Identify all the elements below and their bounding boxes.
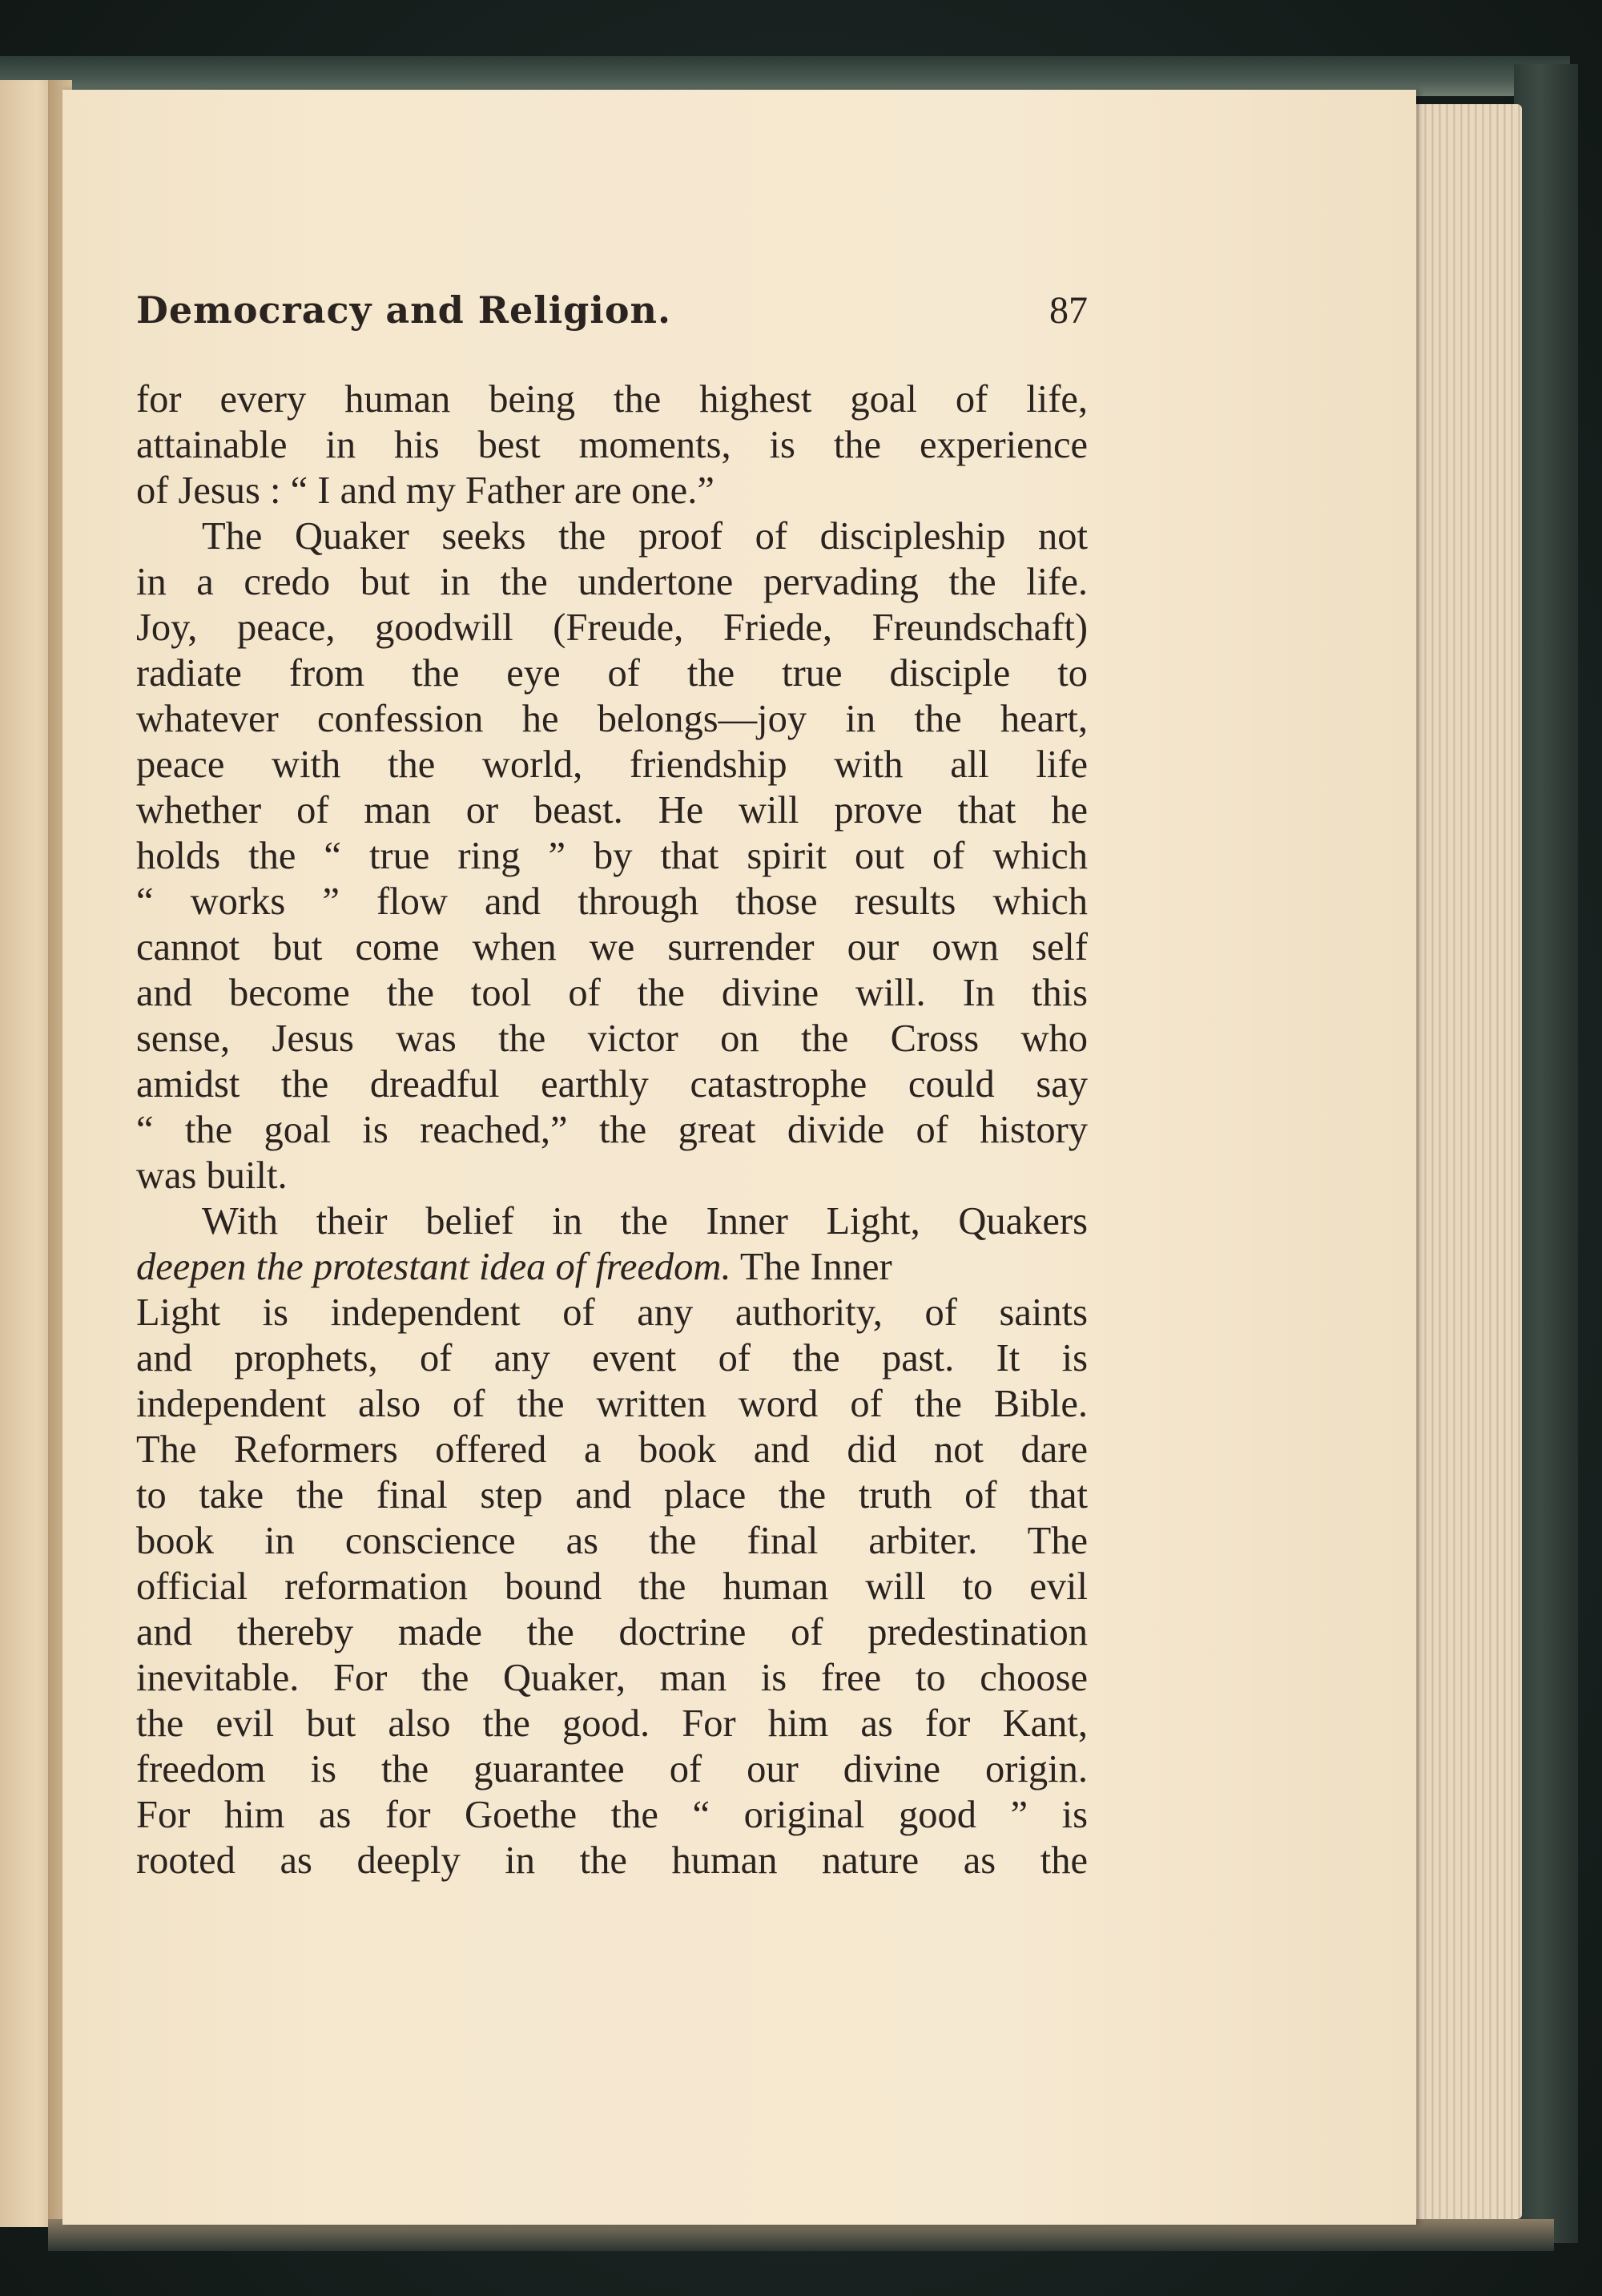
text-line: whatever confession he belongs—joy in the heart, xyxy=(136,698,1088,740)
text-line: The Quaker seeks the proof of discipleship not xyxy=(202,515,1088,558)
text-line: of Jesus : “ I and my Father are one.” xyxy=(136,469,714,512)
text-line: “ works ” flow and through those results which xyxy=(136,880,1088,923)
text-line: Joy, peace, goodwill (Freude, Friede, Freundschaft) xyxy=(136,606,1088,649)
text-line: “ the goal is reached,” the great divide of history xyxy=(136,1109,1088,1151)
text-line: rooted as deeply in the human nature as the xyxy=(136,1839,1088,1882)
text-line: independent also of the written word of the Bible. xyxy=(136,1383,1088,1425)
text-line: in a credo but in the undertone pervading the life. xyxy=(136,561,1088,603)
text-line: whether of man or beast. He will prove that he xyxy=(136,789,1088,832)
italic-phrase: deepen the protestant idea of freedom. xyxy=(136,1246,731,1288)
running-head: Democracy and Religion. xyxy=(136,288,671,332)
text-line: Light is independent of any authority, of saints xyxy=(136,1291,1088,1334)
text-line: inevitable. For the Quaker, man is free to choose xyxy=(136,1657,1088,1699)
page-header xyxy=(136,288,1088,344)
text-line: peace with the world, friendship with all life xyxy=(136,743,1088,786)
text-line: book in conscience as the final arbiter. The xyxy=(136,1520,1088,1562)
book-cover xyxy=(1514,64,1578,2243)
text-line: and thereby made the doctrine of predestination xyxy=(136,1611,1088,1654)
text-line: holds the “ true ring ” by that spirit out of which xyxy=(136,835,1088,877)
text-line: sense, Jesus was the victor on the Cross who xyxy=(136,1017,1088,1060)
text-line: official reformation bound the human will to evil xyxy=(136,1565,1088,1608)
text-line: For him as for Goethe the “ original good ” is xyxy=(136,1794,1088,1836)
text-line: radiate from the eye of the true disciple to xyxy=(136,652,1088,695)
text-line: and become the tool of the divine will. In this xyxy=(136,972,1088,1014)
text-line: was built. xyxy=(136,1154,288,1197)
text-line: With their belief in the Inner Light, Quakers xyxy=(202,1200,1088,1243)
text-line: cannot but come when we surrender our own self xyxy=(136,926,1088,969)
text-line: to take the final step and place the truth of that xyxy=(136,1474,1088,1517)
body-text xyxy=(136,377,1088,1883)
text-line: attainable in his best moments, is the experience xyxy=(136,424,1088,466)
text-line-mixed xyxy=(136,1244,1088,1290)
text-line: The Reformers offered a book and did not dare xyxy=(136,1428,1088,1471)
text-line-tail: The Inner xyxy=(731,1246,892,1288)
text-line: amidst the dreadful earthly catastrophe could say xyxy=(136,1063,1088,1106)
text-line: freedom is the guarantee of our divine origin. xyxy=(136,1748,1088,1790)
text-line: the evil but also the good. For him as for Kant, xyxy=(136,1702,1088,1745)
text-line: for every human being the highest goal of life, xyxy=(136,378,1088,421)
page-number: 87 xyxy=(1049,289,1088,332)
text-line: and prophets, of any event of the past. It is xyxy=(136,1337,1088,1380)
